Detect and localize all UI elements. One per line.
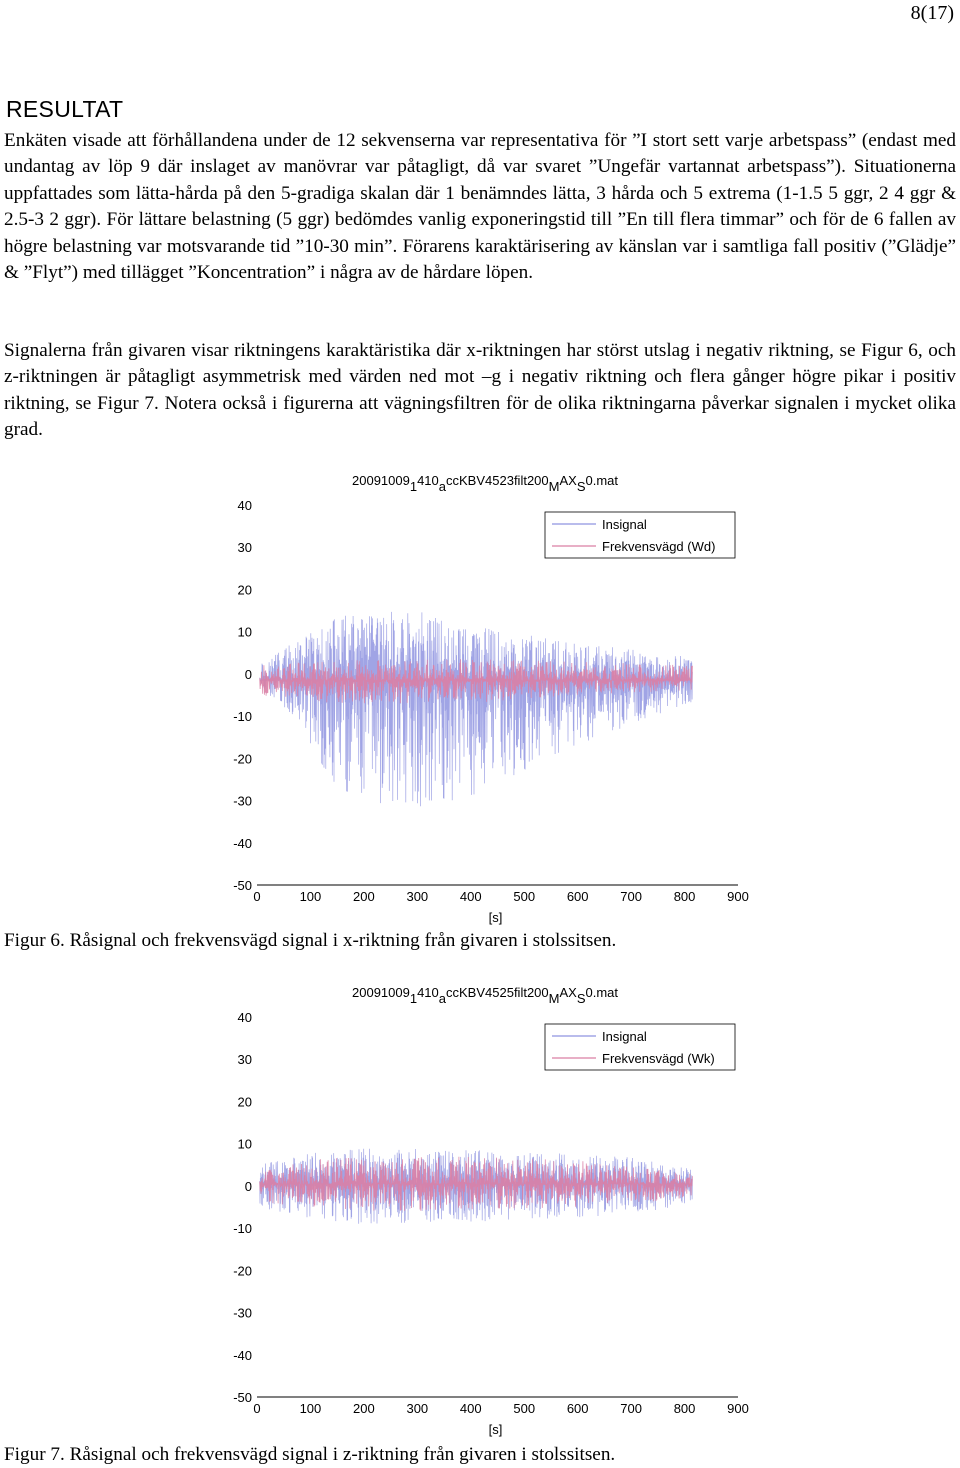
y-tick-label: -20 [233,751,252,767]
y-tick-label: -50 [233,878,252,893]
y-tick-label: -40 [233,835,252,851]
results-paragraph: Enkäten visade att förhållandena under de 12 sekvenserna var representativa för ”I stort sett varje arbetspass” (endast med undantag av löp 9 där inslaget av manövrar var påtagligt, då var svaret ”Ungefär vartannat arbetspass”). Situationerna uppfattades som lätta-hårda på den 5-gradiga skalan där 1 benämndes lätta, 3 hårda och 5 extrema (1-1.5 5 ggr, 2 4 ggr & 2.5-3 2 ggr). För lättare belastning (5 ggr) bedömdes vanlig exponeringstid till ”En till flera timmar” och för de 6 fallen av högre belastning var motsvarande tid ”10-30 min”. Förarens karaktärisering av känslan var i samtliga fall positiv (”Glädje” & ”Flyt”) med tillägget ”Koncentration” i några av de hårdare löpen. [4,130,956,284]
title-subscript: S [576,991,586,1006]
series-insignal [260,612,693,806]
title-part: 0.mat [585,985,619,1000]
legend-label: Frekvensvägd (Wd) [602,539,716,554]
x-tick-label: 900 [727,889,749,904]
figure-7-caption: Figur 7. Råsignal och frekvensvägd signal i z-riktning från givaren i stolssitsen. [4,1444,616,1465]
x-tick-label: 400 [459,1401,482,1416]
x-tick-label: 800 [673,889,696,904]
x-tick-label: 300 [406,889,429,904]
y-tick-label: 40 [237,1010,252,1025]
y-tick-label: 0 [244,1178,252,1194]
title-part: ccKBV4525filt200 [446,985,549,1000]
y-tick-label: 10 [237,1136,252,1152]
legend-label: Insignal [602,1029,647,1044]
x-tick-label: 200 [353,1401,375,1416]
y-tick-label: -40 [233,1347,252,1363]
x-tick-label: 700 [620,1401,642,1416]
x-tick-label: 300 [406,1401,429,1416]
y-tick-label: -50 [233,1390,252,1405]
y-tick-label: 10 [237,624,252,640]
x-tick-label: 900 [727,1401,749,1416]
x-tick-label: 0 [253,1401,261,1416]
x-tick-label: 800 [673,1401,696,1416]
y-tick-label: 40 [237,498,252,513]
legend-label: Frekvensvägd (Wk) [602,1051,715,1066]
x-tick-label: 700 [620,889,642,904]
y-tick-label: -30 [233,793,252,809]
chart-figure-6 [0,460,960,930]
chart-title [352,473,618,494]
x-tick-label: 400 [459,889,482,904]
title-subscript: a [438,991,447,1006]
title-part: 20091009 [352,985,410,1000]
y-tick-label: -10 [233,1221,252,1237]
title-part: AX [559,473,577,488]
x-axis-label: [s] [488,1422,503,1437]
y-tick-label: 20 [237,582,252,598]
legend-label: Insignal [602,517,647,532]
y-tick-label: -30 [233,1305,252,1321]
x-axis-label: [s] [488,910,503,925]
y-tick-label: -20 [233,1263,252,1279]
title-part: 410 [417,473,439,488]
x-tick-label: 100 [299,889,322,904]
title-subscript: M [548,479,560,494]
title-subscript: S [576,479,586,494]
legend [545,1024,735,1070]
title-subscript: 1 [409,991,418,1006]
y-tick-label: 20 [237,1094,252,1110]
legend [545,512,735,558]
title-part: 410 [417,985,439,1000]
title-subscript: M [548,991,560,1006]
section-heading: RESULTAT [6,96,124,122]
x-tick-label: 200 [353,889,375,904]
title-subscript: a [438,479,447,494]
y-tick-label: 30 [237,540,252,556]
page-number: 8(17) [910,2,954,24]
x-tick-label: 600 [566,1401,589,1416]
y-tick-label: -10 [233,709,252,725]
title-subscript: 1 [409,479,418,494]
x-tick-label: 600 [566,889,589,904]
title-part: 0.mat [585,473,619,488]
title-part: ccKBV4523filt200 [446,473,549,488]
chart-figure-7 [0,972,960,1442]
chart-title [352,985,618,1006]
y-tick-label: 30 [237,1052,252,1068]
x-tick-label: 500 [513,1401,536,1416]
x-tick-label: 500 [513,889,536,904]
y-tick-label: 0 [244,666,252,682]
title-part: AX [559,985,577,1000]
x-tick-label: 100 [299,1401,322,1416]
title-part: 20091009 [352,473,410,488]
signals-paragraph: Signalerna från givaren visar riktningens karaktäristika där x-riktningen har störst utslag i negativ riktning, se Figur 6, och z-riktningen är påtagligt asymmetrisk med värden ned mot –g i negativ riktning och flera gånger högre pikar i positiv riktning, se Figur 7. Notera också i figurerna att vägningsfiltren för de olika riktningarna påverkar signalen i mycket olika grad. [4,340,956,441]
x-tick-label: 0 [253,889,261,904]
figure-6-caption: Figur 6. Råsignal och frekvensvägd signal i x-riktning från givaren i stolssitsen. [4,930,617,951]
